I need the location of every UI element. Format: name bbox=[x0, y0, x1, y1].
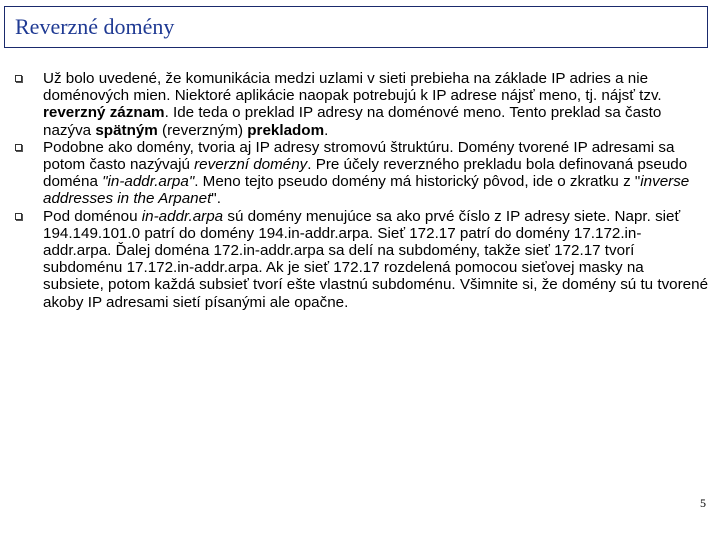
bullet-segment: . Meno tejto pseudo domény má historický pôvod, ide o zkratku z " bbox=[194, 173, 641, 191]
slide-title: Reverzné domény bbox=[15, 14, 175, 39]
bullet-item bbox=[0, 139, 720, 208]
bullet-segment-italic: in-addr.arpa bbox=[141, 207, 224, 225]
bullet-segment: . Ide teda o preklad IP adresy na doménové meno. Tento preklad sa často nazýva bbox=[43, 104, 662, 139]
bullet-text bbox=[43, 70, 708, 139]
bullet-segment-bold: prekladom bbox=[247, 121, 325, 139]
bullet-segment: Podobne ako domény, tvoria aj IP adresy stromovú štruktúru. Domény tvorené IP adresami sa potom často nazývajú bbox=[43, 138, 675, 174]
square-bullet-icon bbox=[15, 144, 22, 151]
slide-content bbox=[0, 70, 720, 311]
bullet-segment: . bbox=[324, 121, 329, 139]
bullet-segment-bold: reverzný záznam bbox=[43, 104, 165, 122]
bullet-segment: ". bbox=[211, 190, 221, 208]
bullet-segment: Už bolo uvedené, že komunikácia medzi uzlami v sieti prebieha na základe IP adries a nie doménových mien. Niektoré aplikácie naopak potrebujú k IP adrese nájsť meno, tj. nájsť tzv. bbox=[43, 70, 662, 105]
bullet-segment: sú domény menujúce sa ako prvé číslo z IP adresy siete. Napr. sieť 194.149.101.0 patrí do domény 194.in-addr.arpa. Sieť 172.17 patrí do domény 17.172.in-addr.arpa. Ďalej doména 172.in-addr.arpa sa delí na subdomény, takže sieť 172.17 tvorí subdoménu 17.172.in-addr.arpa. Ak je sieť 172.17 rozdelená pomocou sieťovej masky na subsiete, potom každá subsieť tvorí ešte vlastnú subdoménu. Všimnite si, že domény sú tu tvorené akoby IP adresami sietí písanými ale opačne. bbox=[43, 207, 709, 311]
bullet-segment: . Pre účely reverzného prekladu bola definovaná pseudo doména bbox=[43, 156, 688, 191]
bullet-text bbox=[43, 139, 708, 208]
bullet-segment-italic: reverzní domény bbox=[194, 156, 308, 174]
bullet-segment-italic: inverse addresses in the Arpanet bbox=[43, 173, 690, 208]
bullet-segment: Pod doménou bbox=[43, 207, 142, 225]
bullet-segment-bold: spätným bbox=[95, 121, 158, 139]
slide-title-box bbox=[4, 6, 708, 48]
bullet-segment-italic: "in-addr.arpa" bbox=[102, 173, 195, 191]
bullet-item bbox=[0, 208, 720, 311]
bullet-segment: (reverzným) bbox=[157, 121, 248, 139]
page-number: 5 bbox=[700, 496, 706, 510]
square-bullet-icon bbox=[15, 213, 22, 220]
bullet-item bbox=[0, 70, 720, 139]
bullet-text bbox=[43, 208, 708, 311]
square-bullet-icon bbox=[15, 75, 22, 82]
